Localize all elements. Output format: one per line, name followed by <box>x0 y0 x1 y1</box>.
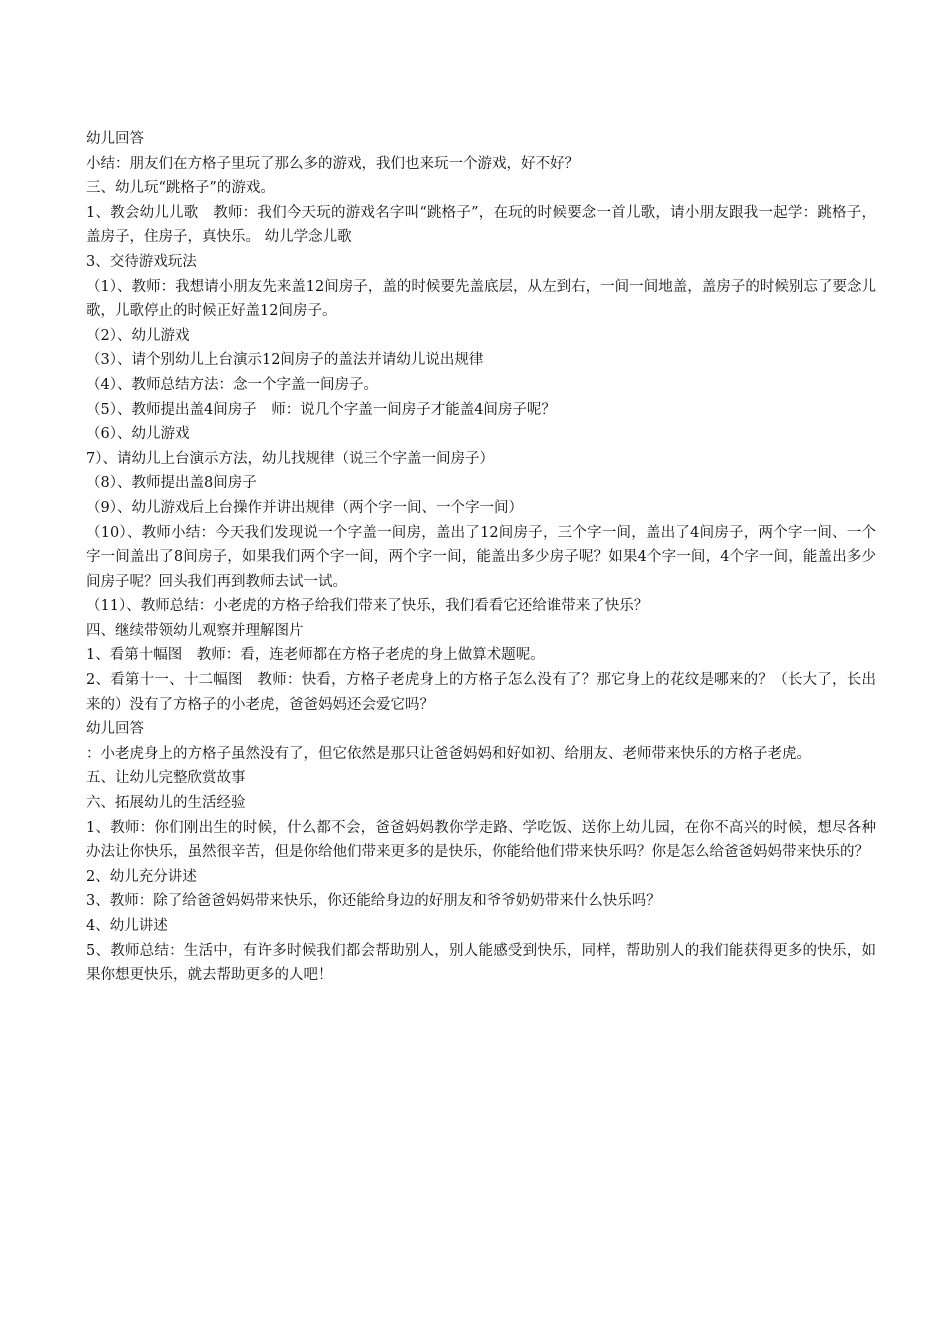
section-heading-5: 五、让幼儿完整欣赏故事 <box>86 770 246 787</box>
paragraph-picture-11-12: 2、看第十一、十二幅图 教师：快看，方格子老虎身上的方格子怎么没有了？那它身上的花纹是哪来的？（长大了，长出来的）没有了方格子的小老虎，爸爸妈妈还会爱它吗？ <box>86 672 876 713</box>
paragraph-summary: 小结：朋友们在方格子里玩了那么多的游戏，我们也来玩一个游戏，好不好？ <box>86 155 579 172</box>
paragraph-conclusion: ：小老虎身上的方格子虽然没有了，但它依然是那只让爸爸妈妈和好如初、给朋友、老师带来快乐的方格子老虎。 <box>86 745 811 762</box>
paragraph-answer-2: 幼儿回答 <box>86 721 144 738</box>
paragraph-extend-3: 3、教师：除了给爸爸妈妈带来快乐，你还能给身边的好朋友和爷爷奶奶带来什么快乐吗？ <box>86 893 661 910</box>
paragraph-extend-1: 1、教师：你们刚出生的时候，什么都不会，爸爸妈妈教你学走路、学吃饭、送你上幼儿园，在你不高兴的时候，想尽各种办法让你快乐，虽然很辛苦，但是你给他们带来更多的是快乐，你能给他们带来快乐吗？你是怎么给爸爸妈妈带来快乐的？ <box>86 819 876 861</box>
section-heading-6: 六、拓展幼儿的生活经验 <box>86 795 246 812</box>
document-body <box>86 127 876 988</box>
paragraph-extend-5: 5、教师总结：生活中，有许多时候我们都会帮助别人，别人能感受到快乐，同样，帮助别人的我们能获得更多的快乐，如果你想更快乐，就去帮助更多的人吧！ <box>86 942 876 984</box>
paragraph-substep-6: （6）、幼儿游戏 <box>86 426 190 443</box>
paragraph-substep-11: （11）、教师总结：小老虎的方格子给我们带来了快乐，我们看看它还给谁带来了快乐？ <box>86 598 649 615</box>
paragraph-substep-9: （9）、幼儿游戏后上台操作并讲出规律（两个字一间、一个字一间） <box>86 499 523 516</box>
paragraph-substep-3: （3）、请个别幼儿上台演示12间房子的盖法并请幼儿说出规律 <box>86 352 484 369</box>
paragraph-extend-4: 4、幼儿讲述 <box>86 918 168 934</box>
paragraph-substep-4: （4）、教师总结方法：念一个字盖一间房子。 <box>86 376 378 393</box>
section-heading-3: 三、幼儿玩“跳格子”的游戏。 <box>86 180 275 197</box>
paragraph-substep-7: 7）、请幼儿上台演示方法，幼儿找规律（说三个字盖一间房子） <box>86 450 494 467</box>
paragraph-substep-8: （8）、教师提出盖8间房子 <box>86 475 257 492</box>
paragraph-picture-10: 1、看第十幅图 教师：看，连老师都在方格子老虎的身上做算术题呢。 <box>86 647 545 664</box>
paragraph-extend-2: 2、幼儿充分讲述 <box>86 868 197 885</box>
paragraph-substep-1: （1）、教师：我想请小朋友先来盖12间房子，盖的时候要先盖底层，从左到右，一间一间地盖，盖房子的时候别忘了要念儿歌，儿歌停止的时候正好盖12间房子。 <box>86 278 876 320</box>
paragraph-substep-5: （5）、教师提出盖4间房子 师：说几个字盖一间房子才能盖4间房子呢？ <box>86 401 556 418</box>
paragraph-step-3: 3、交待游戏玩法 <box>86 253 197 270</box>
section-heading-4: 四、继续带领幼儿观察并理解图片 <box>86 622 304 639</box>
paragraph-substep-10: （10）、教师小结：今天我们发现说一个字盖一间房，盖出了12间房子，三个字一间，盖出了4间房子，两个字一间、一个字一间盖出了8间房子，如果我们两个字一间，两个字一间，能盖出多少房子呢？如果4个字一间，4个字一间，能盖出多少间房子呢？回头我们再到教师去试一试。 <box>86 524 876 590</box>
paragraph-substep-2: （2）、幼儿游戏 <box>86 327 190 344</box>
paragraph-step-1: 1、教会幼儿儿歌 教师：我们今天玩的游戏名字叫“跳格子”，在玩的时候要念一首儿歌，请小朋友跟我一起学：跳格子，盖房子，住房子，真快乐。 幼儿学念儿歌 <box>86 204 876 246</box>
paragraph-answer-1: 幼儿回答 <box>86 131 144 147</box>
